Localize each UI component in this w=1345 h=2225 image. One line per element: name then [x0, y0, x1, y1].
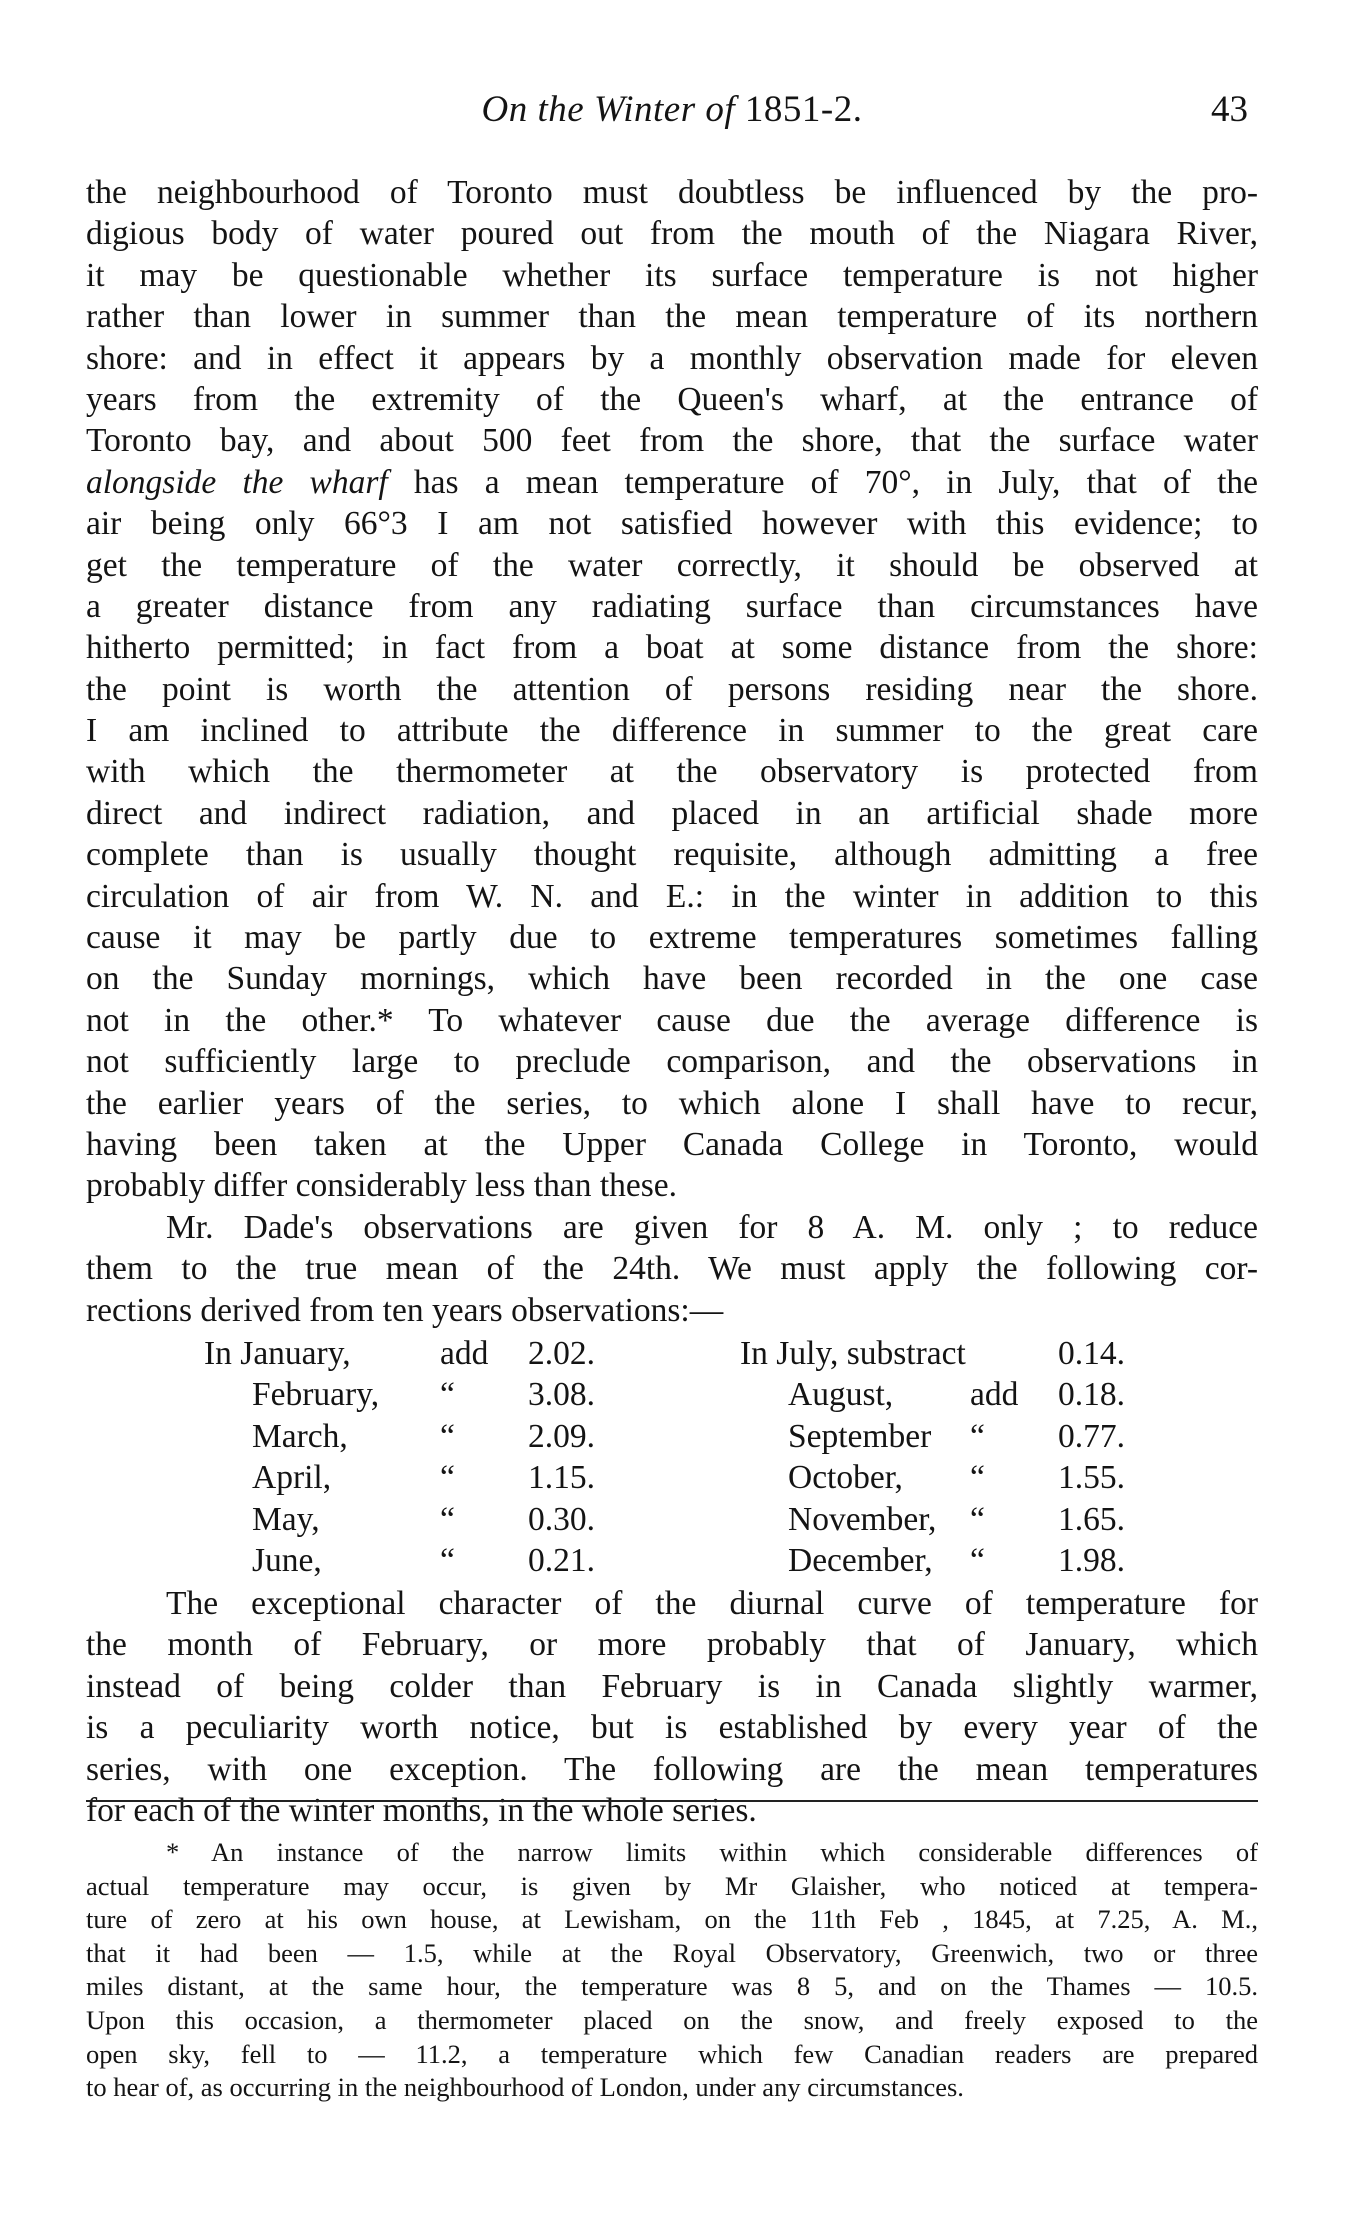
text-line: alongside the wharf has a mean temperature of 70°, in July, that of the — [86, 463, 1258, 501]
correction-month: February, — [252, 1376, 380, 1414]
correction-operation: add — [440, 1334, 489, 1372]
correction-value: 0.21. — [528, 1541, 595, 1579]
correction-operation: “ — [440, 1541, 455, 1579]
corrections-table — [86, 1333, 1258, 1583]
page-number: 43 — [1211, 89, 1248, 130]
text-line: air being only 66°3 I am not satisfied however with this evidence; to — [86, 505, 1258, 543]
correction-month: In July, substract — [740, 1334, 966, 1372]
text-line: rections derived from ten years observations:— — [86, 1291, 724, 1329]
text-line: actual temperature may occur, is given by Mr Glaisher, who noticed at tempera- — [86, 1870, 1258, 1901]
correction-operation: “ — [970, 1500, 985, 1538]
text-line: the point is worth the attention of persons residing near the shore. — [86, 670, 1258, 708]
text-line: instead of being colder than February is in Canada slightly warmer, — [86, 1667, 1258, 1705]
correction-value: 3.08. — [528, 1376, 595, 1414]
text-line: probably differ considerably less than these. — [86, 1167, 678, 1205]
text-line: them to the true mean of the 24th. We must apply the following cor- — [86, 1250, 1258, 1288]
text-line: that it had been — 1.5, while at the Royal Observatory, Greenwich, two or three — [86, 1937, 1258, 1968]
corrections-column-left — [204, 1333, 684, 1581]
text-line: ture of zero at his own house, at Lewisham, on the 11th Feb , 1845, at 7.25, A. M., — [86, 1904, 1258, 1935]
text-line: rather than lower in summer than the mean temperature of its northern — [86, 298, 1258, 336]
correction-row — [204, 1333, 684, 1374]
correction-row — [204, 1457, 684, 1498]
text-line: series, with one exception. The following are the mean temperatures — [86, 1750, 1258, 1788]
text-line: the month of February, or more probably that of January, which — [86, 1626, 1258, 1664]
correction-row — [204, 1416, 684, 1457]
text-line: The exceptional character of the diurnal curve of temperature for — [166, 1584, 1258, 1622]
running-title — [86, 88, 1258, 131]
text-line: Toronto bay, and about 500 feet from the shore, that the surface water — [86, 422, 1258, 460]
text-line: for each of the winter months, in the whole series. — [86, 1791, 757, 1829]
correction-value: 1.15. — [528, 1459, 595, 1497]
correction-month: October, — [788, 1459, 903, 1497]
running-title-year: 1851-2. — [744, 89, 863, 130]
text-line: Upon this occasion, a thermometer placed on the snow, and freely exposed to the — [86, 2004, 1258, 2035]
page-body — [86, 172, 1258, 1831]
correction-row — [740, 1333, 1260, 1374]
correction-month: December, — [788, 1541, 933, 1579]
correction-month: April, — [252, 1459, 332, 1497]
text-line: I am inclined to attribute the difference in summer to the great care — [86, 712, 1258, 750]
paragraph-3 — [86, 1583, 1258, 1831]
correction-value: 2.09. — [528, 1417, 595, 1455]
correction-row — [740, 1499, 1260, 1540]
text-line: digious body of water poured out from the mouth of the Niagara River, — [86, 215, 1258, 253]
correction-row — [740, 1374, 1260, 1415]
text-line: get the temperature of the water correctly, it should be observed at — [86, 546, 1258, 584]
correction-month: September — [788, 1417, 932, 1455]
paragraph-2 — [86, 1207, 1258, 1331]
text-line: not in the other.* To whatever cause due the average difference is — [86, 1001, 1258, 1039]
text-line: to hear of, as occurring in the neighbourhood of London, under any circumstances. — [86, 2072, 964, 2103]
running-header — [86, 88, 1258, 136]
text-line: the earlier years of the series, to which alone I shall have to recur, — [86, 1084, 1258, 1122]
correction-operation: “ — [970, 1541, 985, 1579]
correction-month: June, — [252, 1541, 322, 1579]
text-line: it may be questionable whether its surface temperature is not higher — [86, 256, 1258, 294]
text-line: open sky, fell to — 11.2, a temperature which few Canadian readers are prepared — [86, 2038, 1258, 2069]
text-line: a greater distance from any radiating surface than circumstances have — [86, 587, 1258, 625]
text-line: complete than is usually thought requisite, although admitting a free — [86, 836, 1258, 874]
correction-operation: “ — [440, 1417, 455, 1455]
corrections-column-right — [740, 1333, 1260, 1581]
correction-operation: “ — [970, 1459, 985, 1497]
correction-value: 1.98. — [1058, 1541, 1125, 1579]
correction-row — [204, 1499, 684, 1540]
text-line: direct and indirect radiation, and placed in an artificial shade more — [86, 794, 1258, 832]
correction-value: 0.30. — [528, 1500, 595, 1538]
text-line: not sufficiently large to preclude comparison, and the observations in — [86, 1043, 1258, 1081]
correction-operation: “ — [440, 1376, 455, 1414]
correction-value: 1.55. — [1058, 1459, 1125, 1497]
text-line: having been taken at the Upper Canada College in Toronto, would — [86, 1125, 1258, 1163]
correction-month: March, — [252, 1417, 348, 1455]
correction-row — [204, 1374, 684, 1415]
running-title-text: On the Winter of — [481, 89, 736, 130]
correction-operation: “ — [440, 1459, 455, 1497]
correction-value: 1.65. — [1058, 1500, 1125, 1538]
text-line: shore: and in effect it appears by a monthly observation made for eleven — [86, 339, 1258, 377]
text-line: is a peculiarity worth notice, but is established by every year of the — [86, 1709, 1258, 1747]
text-line: on the Sunday mornings, which have been recorded in the one case — [86, 960, 1258, 998]
correction-month: In January, — [204, 1334, 351, 1372]
footnote-rule — [86, 1800, 1258, 1802]
text-line: * An instance of the narrow limits within which considerable differences of — [166, 1837, 1258, 1867]
correction-value: 2.02. — [528, 1334, 595, 1372]
correction-value: 0.18. — [1058, 1376, 1125, 1414]
correction-month: May, — [252, 1500, 320, 1538]
text-line: cause it may be partly due to extreme temperatures sometimes falling — [86, 919, 1258, 957]
text-line: hitherto permitted; in fact from a boat at some distance from the shore: — [86, 629, 1258, 667]
correction-month: August, — [788, 1376, 894, 1414]
text-line: with which the thermometer at the observatory is protected from — [86, 753, 1258, 791]
correction-value: 0.14. — [1058, 1334, 1125, 1372]
correction-row — [740, 1540, 1260, 1581]
correction-month: November, — [788, 1500, 937, 1538]
correction-operation: “ — [440, 1500, 455, 1538]
correction-operation: “ — [970, 1417, 985, 1455]
correction-value: 0.77. — [1058, 1417, 1125, 1455]
text-line: Mr. Dade's observations are given for 8 A. M. only ; to reduce — [166, 1208, 1258, 1246]
correction-row — [740, 1416, 1260, 1457]
text-line: years from the extremity of the Queen's wharf, at the entrance of — [86, 380, 1258, 418]
paragraph-1 — [86, 172, 1258, 1207]
correction-operation: add — [970, 1376, 1019, 1414]
text-line: miles distant, at the same hour, the temperature was 8 5, and on the Thames — 10.5. — [86, 1971, 1258, 2002]
footnote — [86, 1836, 1258, 2105]
correction-row — [740, 1457, 1260, 1498]
text-line: the neighbourhood of Toronto must doubtless be influenced by the pro- — [86, 174, 1258, 211]
text-line: circulation of air from W. N. and E.: in the winter in addition to this — [86, 877, 1258, 915]
correction-row — [204, 1540, 684, 1581]
